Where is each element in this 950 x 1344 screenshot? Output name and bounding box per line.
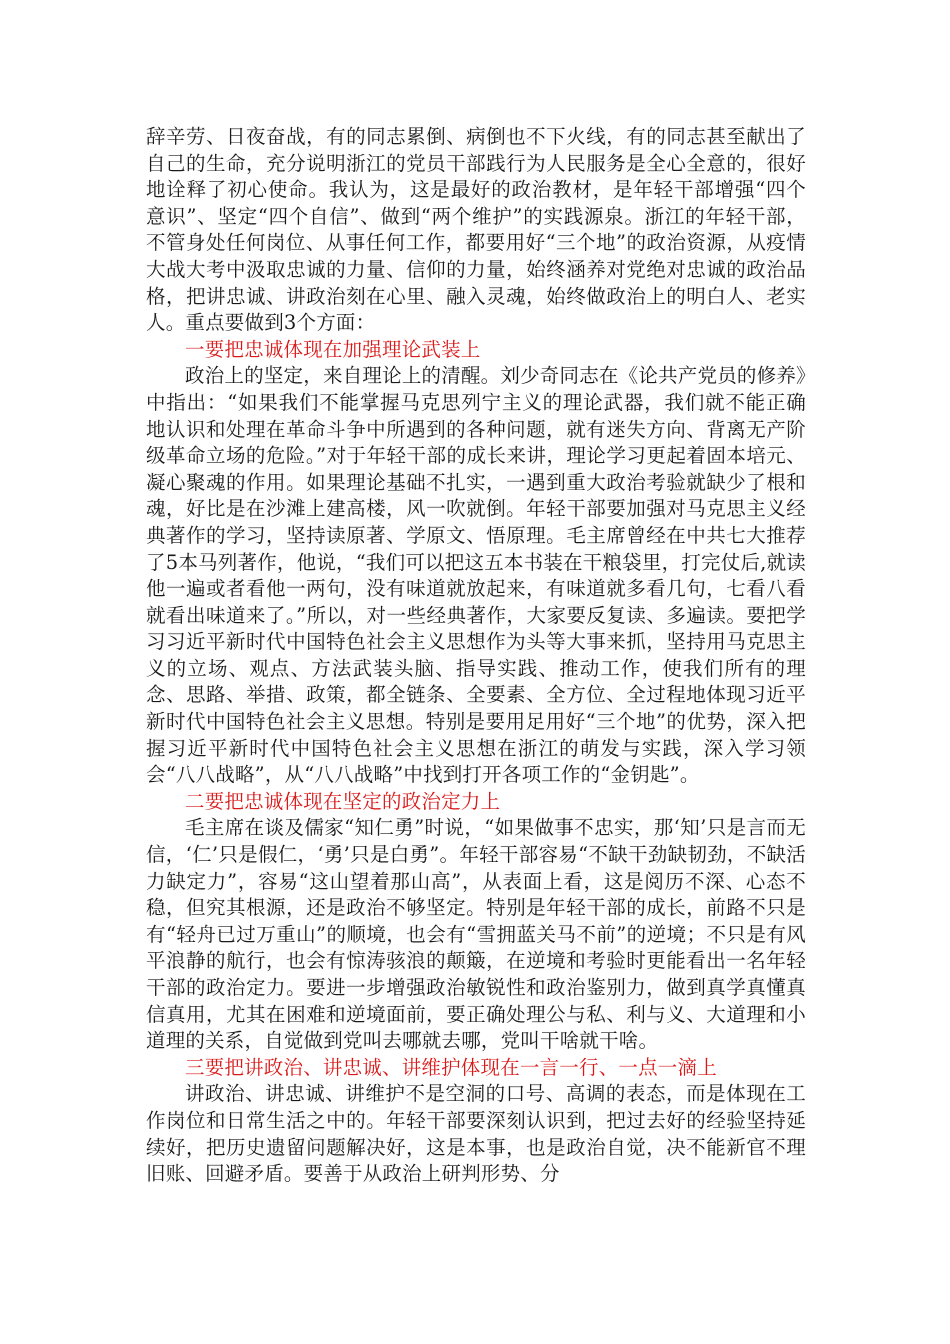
section-heading: 一要把忠诚体现在加强理论武装上 <box>185 337 481 361</box>
section-heading: 三要把讲政治、讲忠诚、讲维护体现在一言一行、一点一滴上 <box>185 1055 717 1079</box>
body-paragraph: 政治上的坚定，来自理论上的清醒。刘少奇同志在《论共产党员的修养》中指出：“如果我们不能掌握马克思列宁主义的理论武器，我们就不能正确地认识和处理在革命斗争中所遇到的各种问题，就有迷失方向、背离无产阶级革命立场的危险。”对于年轻干部的成长来讲，理论学习更起着固本培元、凝心聚魂的作用。如果理论基础不扎实，一遇到重大政治考验就缺少了根和魂，好比是在沙滩上建高楼，风一吹就倒。年轻干部要加强对马克思主义经典著作的学习，坚持读原著、学原文、悟原理。毛主席曾经在中共七大推荐了5本马列著作，他说，“我们可以把这五本书装在干粮袋里，打完仗后,就读他一遍或者看他一两句，没有味道就放起来，有味道就多看几句，七看八看就看出味道来了。”所以，对一些经典著作，大家要反复读、多遍读。要把学习习近平新时代中国特色社会主义思想作为头等大事来抓，坚持用马克思主义的立场、观点、方法武装头脑、指导实践、推动工作，使我们所有的理念、思路、举措、政策，都全链条、全要素、全方位、全过程地体现习近平新时代中国特色社会主义思想。特别是要用足用好“三个地”的优势，深入把握习近平新时代中国特色社会主义思想在浙江的萌发与实践，深入学习领会“八八战略”，从“八八战略”中找到打开各项工作的“金钥匙”。 <box>146 364 806 787</box>
body-paragraph: 讲政治、讲忠诚、讲维护不是空洞的口号、高调的表态，而是体现在工作岗位和日常生活之中的。年轻干部要深刻认识到，把过去好的经验坚持延续好，把历史遗留问题解决好，这是本事，也是政治自觉，决不能新官不理旧账、回避矛盾。要善于从政治上研判形势、分 <box>146 1082 806 1186</box>
document-page <box>146 124 806 1188</box>
body-paragraph: 辞辛劳、日夜奋战，有的同志累倒、病倒也不下火线，有的同志甚至献出了自己的生命，充分说明浙江的党员干部践行为人民服务是全心全意的，很好地诠释了初心使命。我认为，这是最好的政治教材，是年轻干部增强“四个意识”、坚定“四个自信”、做到“两个维护”的实践源泉。浙江的年轻干部，不管身处任何岗位、从事任何工作，都要用好“三个地”的政治资源，从疫情大战大考中汲取忠诚的力量、信仰的力量，始终涵养对党绝对忠诚的政治品格，把讲忠诚、讲政治刻在心里、融入灵魂，始终做政治上的明白人、老实人。重点要做到3个方面： <box>146 125 806 335</box>
section-heading: 二要把忠诚体现在坚定的政治定力上 <box>185 789 501 813</box>
body-paragraph: 毛主席在谈及儒家“知仁勇”时说，“如果做事不忠实，那‘知’只是言而无信，‘仁’只是假仁，‘勇’只是白勇”。年轻干部容易“不缺干劲缺韧劲，不缺活力缺定力”，容易“这山望着那山高”，从表面上看，这是阅历不深、心态不稳，但究其根源，还是政治不够坚定。特别是年轻干部的成长，前路不只是有“轻舟已过万重山”的顺境，也会有“雪拥蓝关马不前”的逆境；不只是有风平浪静的航行，也会有惊涛骇浪的颠簸，在逆境和考验时更能看出一名年轻干部的政治定力。要进一步增强政治敏锐性和政治鉴别力，做到真学真懂真信真用，尤其在困难和逆境面前，要正确处理公与私、利与义、大道理和小道理的关系，自觉做到党叫去哪就去哪，党叫干啥就干啥。 <box>146 816 806 1053</box>
